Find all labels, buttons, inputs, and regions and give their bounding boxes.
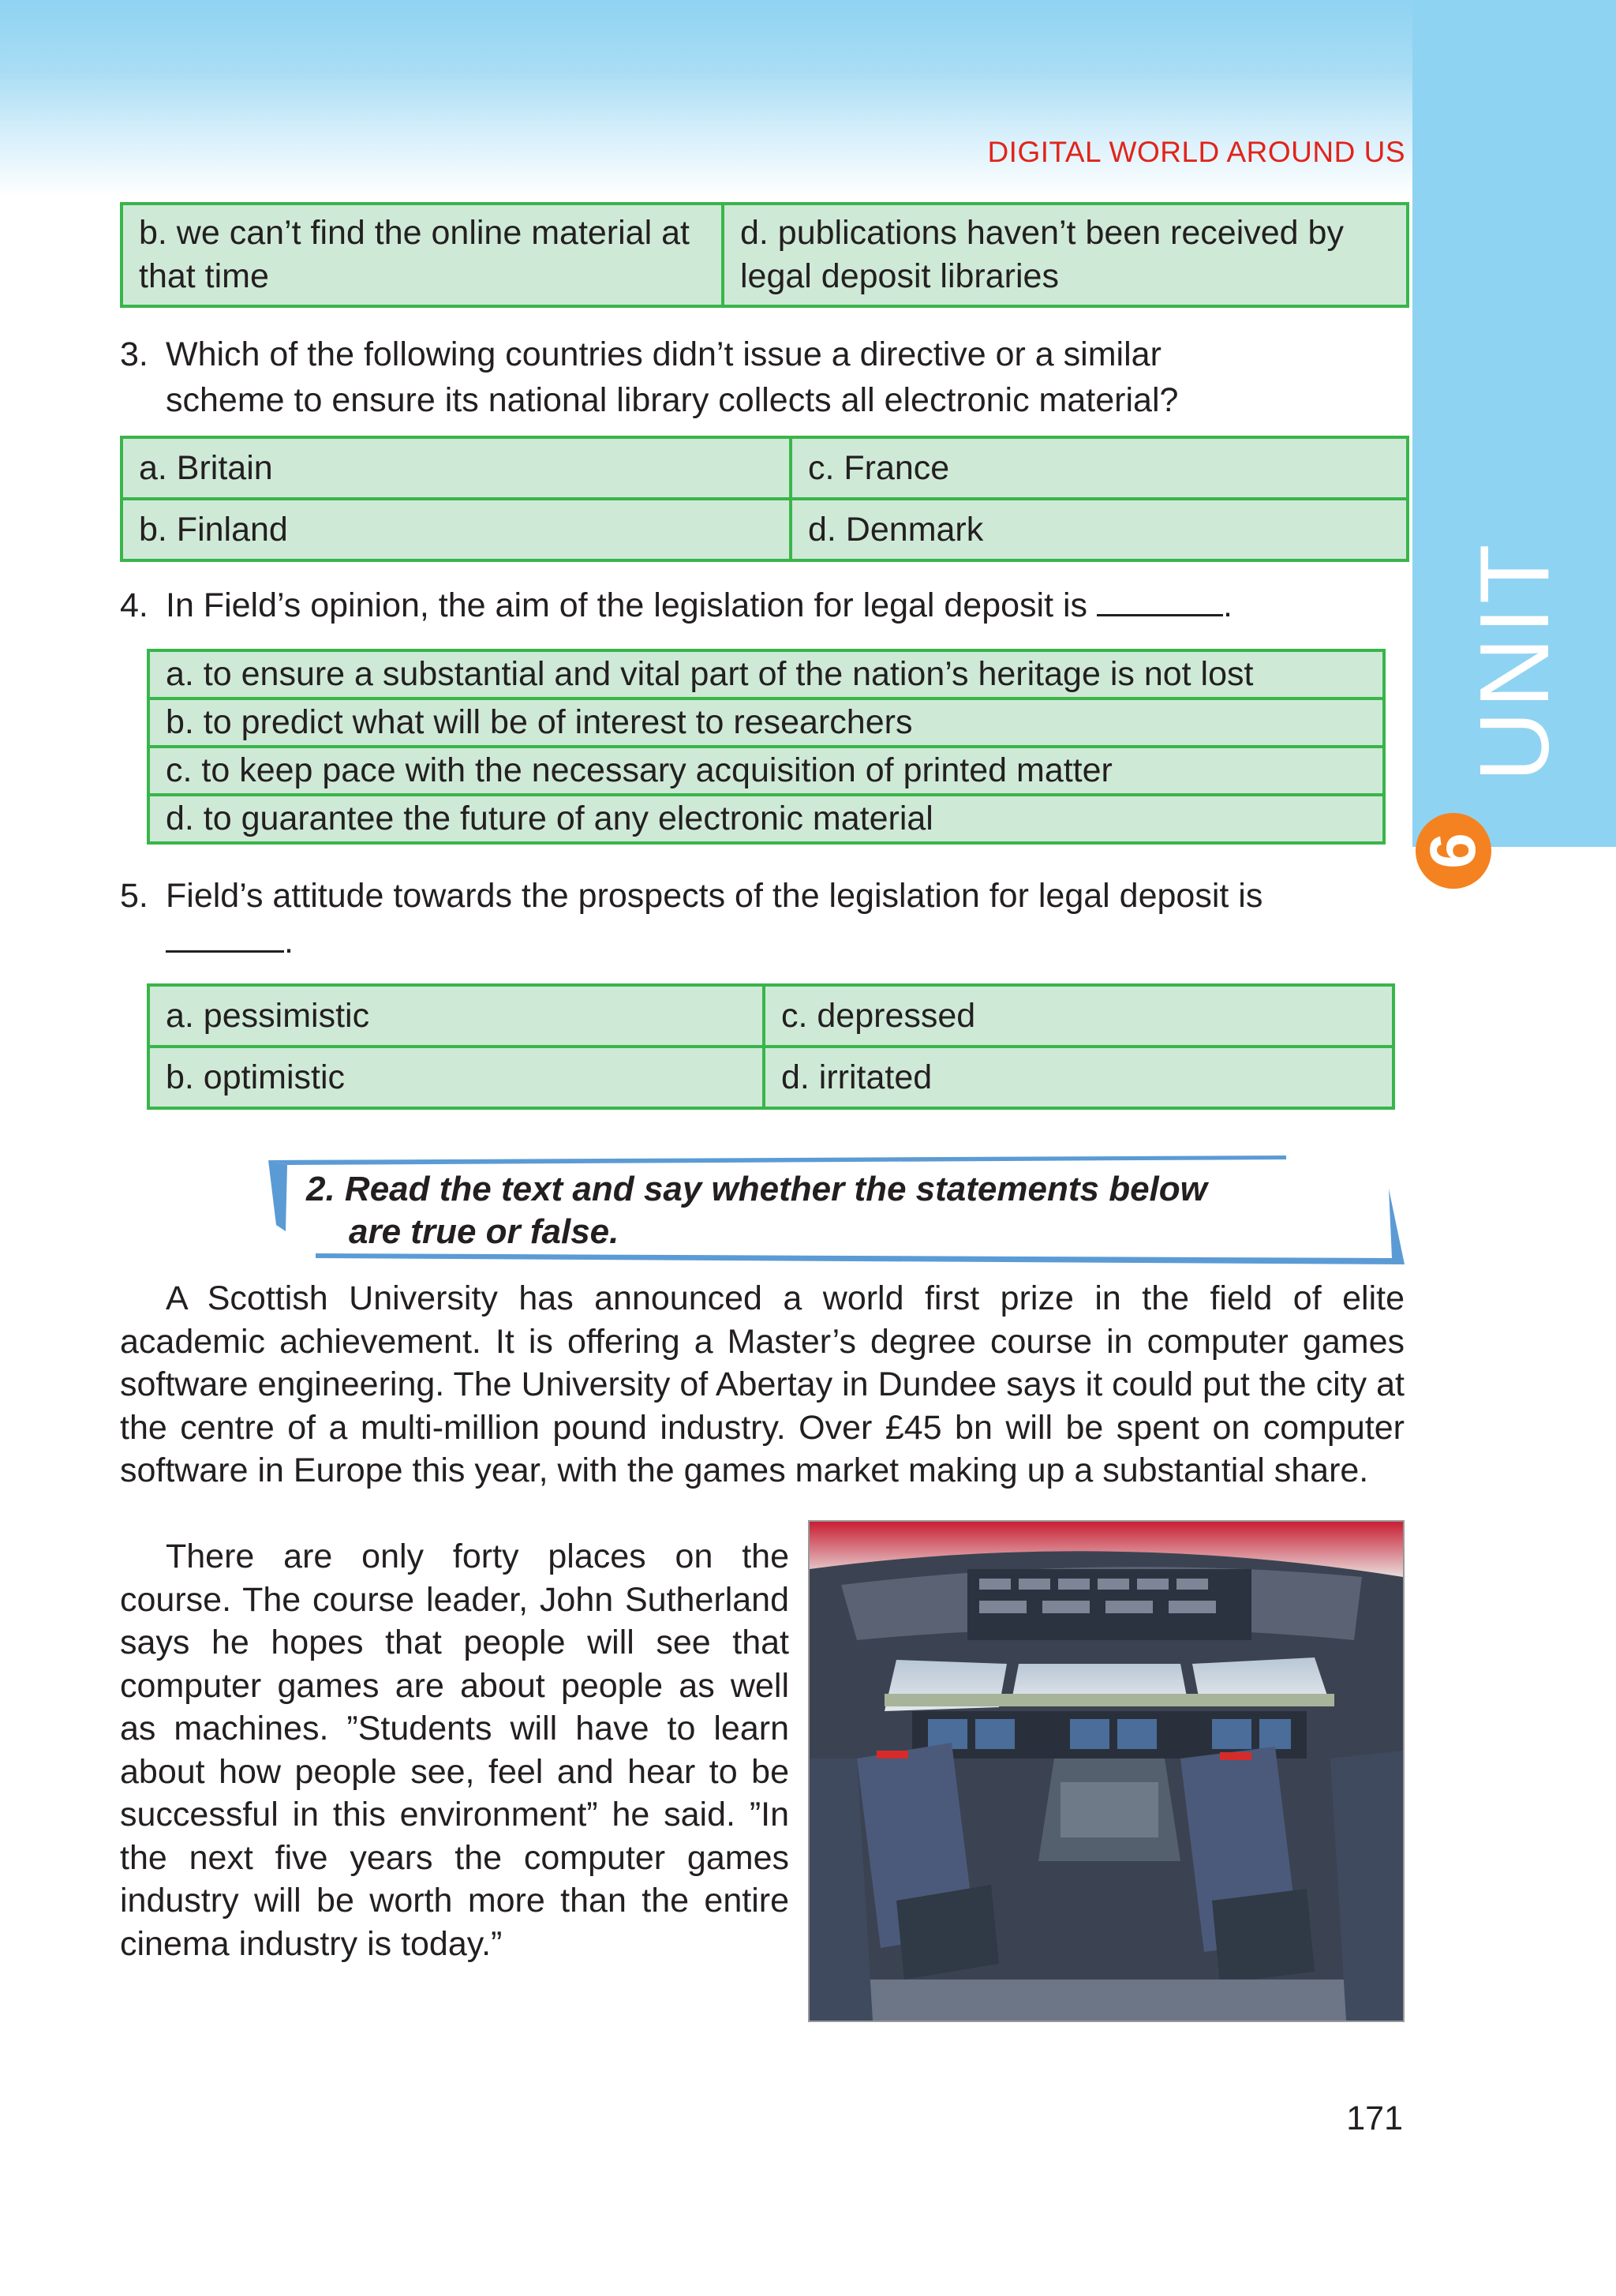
q2-option-b[interactable]: b. we can’t find the online material at that time <box>122 204 723 306</box>
exercise-2-title-line-2: are true or false. <box>349 1212 619 1251</box>
exercise-2-banner <box>268 1152 1406 1269</box>
question-4-number: 4. <box>120 586 148 624</box>
unit-label: UNIT <box>1461 541 1569 782</box>
question-5-end: . <box>284 923 294 961</box>
q4-option-d[interactable]: d. to guarantee the future of any electronic material <box>148 795 1384 843</box>
question-3-number: 3. <box>120 335 148 373</box>
table-row <box>148 985 1393 1047</box>
table-row <box>148 650 1384 699</box>
q5-option-a[interactable]: a. pessimistic <box>148 985 764 1047</box>
page-number: 171 <box>1346 2099 1403 2137</box>
table-row <box>122 499 1408 560</box>
q4-option-a[interactable]: a. to ensure a substantial and vital part of the nation’s heritage is not lost <box>148 650 1384 699</box>
question-4-blank[interactable] <box>1097 586 1223 616</box>
q4-option-b[interactable]: b. to predict what will be of interest to researchers <box>148 699 1384 747</box>
q2-options-table <box>120 202 1409 308</box>
question-5-blank[interactable] <box>166 922 284 953</box>
q3-option-a[interactable]: a. Britain <box>122 437 791 499</box>
q5-option-b[interactable]: b. optimistic <box>148 1047 764 1108</box>
table-row <box>148 1047 1393 1108</box>
q5-option-d[interactable]: d. irritated <box>764 1047 1393 1108</box>
running-title: DIGITAL WORLD AROUND US <box>987 136 1405 168</box>
table-row <box>148 795 1384 843</box>
q5-options-table <box>147 983 1395 1110</box>
q4-options-table <box>147 649 1386 845</box>
question-4-end: . <box>1223 586 1233 624</box>
unit-number-badge <box>1416 813 1491 889</box>
table-row <box>122 437 1408 499</box>
cockpit-photo <box>808 1520 1405 2022</box>
cockpit-illustration <box>810 1522 1403 2021</box>
reading-paragraph-2: There are only forty places on the course. The course leader, John Sutherland says he hopes that people will see that computer games are about people as well as machines. ”Students will have to learn about how people see, feel and hear to be successful in this environment” he said. ”In the next five years the computer games industry will be worth more than the entire cinema industry is today.” <box>120 1538 789 1963</box>
question-5-text: Field’s attitude towards the prospects of the legislation for legal deposit is <box>166 877 1263 915</box>
q4-option-c[interactable]: c. to keep pace with the necessary acquisition of printed matter <box>148 747 1384 795</box>
q3-option-b[interactable]: b. Finland <box>122 499 791 560</box>
q5-option-c[interactable]: c. depressed <box>764 985 1393 1047</box>
q3-option-d[interactable]: d. Denmark <box>791 499 1408 560</box>
q3-option-c[interactable]: c. France <box>791 437 1408 499</box>
question-4-text: In Field’s opinion, the aim of the legislation for legal deposit is <box>166 586 1088 624</box>
table-row <box>122 204 1408 306</box>
exercise-2-title-line-1: 2. Read the text and say whether the statements below <box>306 1170 1207 1208</box>
table-row <box>148 699 1384 747</box>
question-4 <box>120 582 1406 628</box>
reading-paragraph-1: A Scottish University has announced a world first prize in the field of elite academic achievement. It is offering a Master’s degree course in computer games software engineering. The University of Abertay in Dundee says it could put the city at the centre of a multi-million pound industry. Over £45 bn will be spent on computer software in Europe this year, with the games market making up a substantial share. <box>120 1279 1405 1489</box>
q2-option-d[interactable]: d. publications haven’t been received by legal deposit libraries <box>723 204 1408 306</box>
exercise-2-title <box>306 1168 1403 1253</box>
question-3 <box>120 331 1406 423</box>
q3-options-table <box>120 436 1409 562</box>
question-5-number: 5. <box>120 877 148 915</box>
unit-number: 6 <box>1416 833 1489 869</box>
question-3-line-1: Which of the following countries didn’t issue a directive or a similar <box>166 335 1162 373</box>
table-row <box>148 747 1384 795</box>
question-5 <box>120 873 1406 964</box>
question-3-line-2: scheme to ensure its national library collects all electronic material? <box>166 381 1179 419</box>
